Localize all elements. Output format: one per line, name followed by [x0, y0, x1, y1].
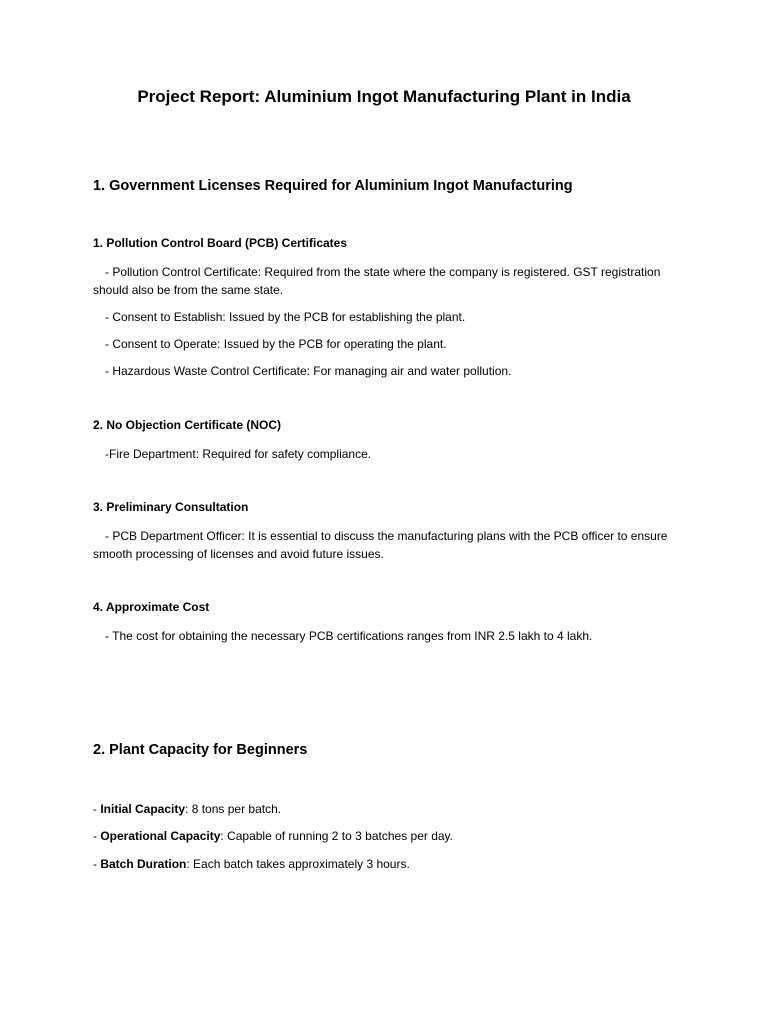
capacity-item-operational: - Operational Capacity: Capable of running 2 to 3 batches per day. — [93, 829, 453, 843]
pcb-item-pollution-control: - Pollution Control Certificate: Required from the state where the company is registered. GST registration should also be from the same state. — [93, 265, 661, 297]
document-title: Project Report: Aluminium Ingot Manufacturing Plant in India — [137, 87, 631, 106]
pcb-item-hazardous-waste: - Hazardous Waste Control Certificate: For managing air and water pollution. — [105, 364, 512, 378]
pcb-certificates-heading: 1. Pollution Control Board (PCB) Certificates — [93, 236, 348, 250]
pcb-item-consent-operate: - Consent to Operate: Issued by the PCB for operating the plant. — [105, 337, 447, 351]
noc-item-fire-department: -Fire Department: Required for safety compliance. — [105, 447, 372, 461]
capacity-item-batch-duration: - Batch Duration: Each batch takes approximately 3 hours. — [93, 857, 410, 871]
cost-item-pcb-certifications: - The cost for obtaining the necessary PCB certifications ranges from INR 2.5 lakh to 4 lakh. — [105, 629, 593, 643]
section-2-heading: 2. Plant Capacity for Beginners — [93, 742, 308, 758]
consultation-item-pcb-officer: - PCB Department Officer: It is essential to discuss the manufacturing plans with the PCB officer to ensure smooth processing of licenses and avoid future issues. — [93, 529, 668, 561]
noc-heading: 2. No Objection Certificate (NOC) — [93, 418, 282, 432]
consultation-heading: 3. Preliminary Consultation — [93, 500, 249, 514]
capacity-item-initial: - Initial Capacity: 8 tons per batch. — [93, 802, 282, 816]
section-1-heading: 1. Government Licenses Required for Aluminium Ingot Manufacturing — [93, 178, 573, 194]
pcb-item-consent-establish: - Consent to Establish: Issued by the PCB for establishing the plant. — [105, 310, 466, 324]
cost-heading: 4. Approximate Cost — [93, 600, 210, 614]
